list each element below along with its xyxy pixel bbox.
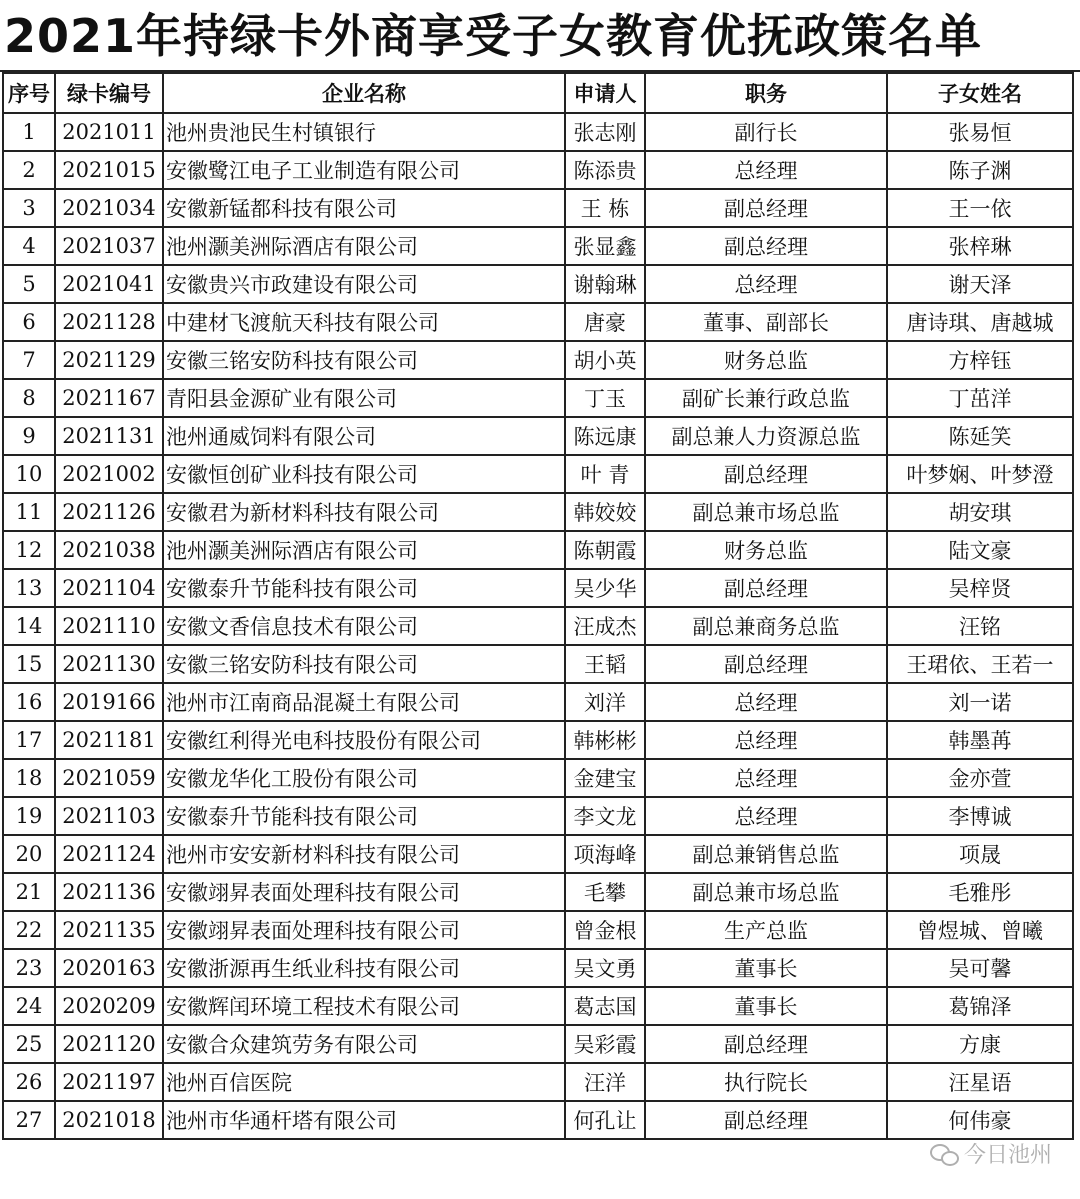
table-row <box>3 1063 1073 1101</box>
cell-position: 总经理 <box>645 797 887 835</box>
cell-position: 副总兼市场总监 <box>645 493 887 531</box>
cell-position: 副矿长兼行政总监 <box>645 379 887 417</box>
cell-children: 王珺依、王若一 <box>887 645 1073 683</box>
cell-card-number: 2021126 <box>55 493 163 531</box>
cell-index: 3 <box>3 189 55 227</box>
cell-position: 副总兼销售总监 <box>645 835 887 873</box>
cell-position: 财务总监 <box>645 341 887 379</box>
cell-position: 财务总监 <box>645 531 887 569</box>
cell-children: 陆文豪 <box>887 531 1073 569</box>
cell-applicant: 李文龙 <box>565 797 645 835</box>
cell-index: 7 <box>3 341 55 379</box>
cell-card-number: 2021129 <box>55 341 163 379</box>
cell-company: 安徽泰升节能科技有限公司 <box>163 569 565 607</box>
cell-company: 青阳县金源矿业有限公司 <box>163 379 565 417</box>
table-row <box>3 341 1073 379</box>
cell-children: 毛雅彤 <box>887 873 1073 911</box>
cell-index: 4 <box>3 227 55 265</box>
cell-children: 王一依 <box>887 189 1073 227</box>
cell-children: 何伟豪 <box>887 1101 1073 1139</box>
cell-children: 谢天泽 <box>887 265 1073 303</box>
cell-index: 20 <box>3 835 55 873</box>
cell-position: 总经理 <box>645 721 887 759</box>
cell-index: 13 <box>3 569 55 607</box>
table-row <box>3 683 1073 721</box>
cell-position: 副总经理 <box>645 645 887 683</box>
cell-company: 安徽新锰都科技有限公司 <box>163 189 565 227</box>
table-row <box>3 873 1073 911</box>
table-row <box>3 113 1073 151</box>
cell-children: 方梓钰 <box>887 341 1073 379</box>
cell-children: 金亦萱 <box>887 759 1073 797</box>
cell-position: 副总经理 <box>645 189 887 227</box>
cell-card-number: 2021136 <box>55 873 163 911</box>
cell-index: 16 <box>3 683 55 721</box>
table-row <box>3 493 1073 531</box>
cell-company: 安徽翊昇表面处理科技有限公司 <box>163 911 565 949</box>
cell-applicant: 叶 青 <box>565 455 645 493</box>
cell-card-number: 2021130 <box>55 645 163 683</box>
cell-company: 中建材飞渡航天科技有限公司 <box>163 303 565 341</box>
cell-applicant: 张显鑫 <box>565 227 645 265</box>
cell-company: 安徽君为新材料科技有限公司 <box>163 493 565 531</box>
cell-index: 23 <box>3 949 55 987</box>
cell-position: 总经理 <box>645 683 887 721</box>
table-row <box>3 227 1073 265</box>
table-row <box>3 151 1073 189</box>
cell-company: 安徽贵兴市政建设有限公司 <box>163 265 565 303</box>
cell-company: 安徽鹭江电子工业制造有限公司 <box>163 151 565 189</box>
cell-applicant: 吴彩霞 <box>565 1025 645 1063</box>
cell-index: 11 <box>3 493 55 531</box>
col-header-applicant: 申请人 <box>565 73 645 113</box>
cell-children: 韩墨苒 <box>887 721 1073 759</box>
cell-position: 执行院长 <box>645 1063 887 1101</box>
cell-children: 陈延笑 <box>887 417 1073 455</box>
col-header-position: 职务 <box>645 73 887 113</box>
col-header-index: 序号 <box>3 73 55 113</box>
table-row <box>3 417 1073 455</box>
cell-applicant: 王韬 <box>565 645 645 683</box>
cell-card-number: 2021015 <box>55 151 163 189</box>
cell-index: 26 <box>3 1063 55 1101</box>
cell-card-number: 2021135 <box>55 911 163 949</box>
cell-position: 副总经理 <box>645 569 887 607</box>
table-row <box>3 721 1073 759</box>
cell-card-number: 2021197 <box>55 1063 163 1101</box>
cell-index: 9 <box>3 417 55 455</box>
cell-position: 总经理 <box>645 265 887 303</box>
cell-company: 安徽红利得光电科技股份有限公司 <box>163 721 565 759</box>
chat-bubbles-icon <box>930 1142 958 1166</box>
cell-company: 池州市华通杆塔有限公司 <box>163 1101 565 1139</box>
cell-company: 安徽辉闰环境工程技术有限公司 <box>163 987 565 1025</box>
cell-applicant: 陈远康 <box>565 417 645 455</box>
cell-index: 18 <box>3 759 55 797</box>
cell-index: 24 <box>3 987 55 1025</box>
table-row <box>3 1101 1073 1139</box>
cell-position: 副总经理 <box>645 455 887 493</box>
table-row <box>3 607 1073 645</box>
cell-company: 池州贵池民生村镇银行 <box>163 113 565 151</box>
cell-index: 25 <box>3 1025 55 1063</box>
cell-position: 副总经理 <box>645 1025 887 1063</box>
table-row <box>3 531 1073 569</box>
cell-company: 安徽浙源再生纸业科技有限公司 <box>163 949 565 987</box>
table-body <box>3 113 1073 1139</box>
cell-position: 副总兼商务总监 <box>645 607 887 645</box>
cell-index: 15 <box>3 645 55 683</box>
cell-position: 副总经理 <box>645 227 887 265</box>
cell-position: 副总兼市场总监 <box>645 873 887 911</box>
cell-position: 副总兼人力资源总监 <box>645 417 887 455</box>
cell-index: 19 <box>3 797 55 835</box>
cell-card-number: 2019166 <box>55 683 163 721</box>
cell-position: 副总经理 <box>645 1101 887 1139</box>
col-header-card-number: 绿卡编号 <box>55 73 163 113</box>
cell-position: 生产总监 <box>645 911 887 949</box>
table-row <box>3 569 1073 607</box>
cell-company: 池州灏美洲际酒店有限公司 <box>163 227 565 265</box>
cell-card-number: 2021103 <box>55 797 163 835</box>
table-row <box>3 265 1073 303</box>
cell-children: 丁茁洋 <box>887 379 1073 417</box>
cell-company: 安徽三铭安防科技有限公司 <box>163 645 565 683</box>
cell-position: 总经理 <box>645 759 887 797</box>
cell-company: 安徽文香信息技术有限公司 <box>163 607 565 645</box>
cell-children: 葛锦泽 <box>887 987 1073 1025</box>
cell-applicant: 张志刚 <box>565 113 645 151</box>
cell-card-number: 2021037 <box>55 227 163 265</box>
cell-index: 6 <box>3 303 55 341</box>
cell-children: 胡安琪 <box>887 493 1073 531</box>
cell-children: 叶梦娴、叶梦澄 <box>887 455 1073 493</box>
cell-position: 副行长 <box>645 113 887 151</box>
cell-index: 2 <box>3 151 55 189</box>
cell-card-number: 2021011 <box>55 113 163 151</box>
cell-index: 8 <box>3 379 55 417</box>
cell-card-number: 2021059 <box>55 759 163 797</box>
cell-card-number: 2021018 <box>55 1101 163 1139</box>
cell-children: 汪铭 <box>887 607 1073 645</box>
cell-company: 安徽翊昇表面处理科技有限公司 <box>163 873 565 911</box>
cell-card-number: 2020163 <box>55 949 163 987</box>
cell-position: 董事长 <box>645 949 887 987</box>
watermark-text: 今日池州 <box>963 1143 1052 1168</box>
table-row <box>3 797 1073 835</box>
table-row <box>3 379 1073 417</box>
table-row <box>3 1025 1073 1063</box>
table-row <box>3 645 1073 683</box>
cell-applicant: 胡小英 <box>565 341 645 379</box>
cell-card-number: 2021124 <box>55 835 163 873</box>
cell-index: 10 <box>3 455 55 493</box>
cell-company: 安徽合众建筑劳务有限公司 <box>163 1025 565 1063</box>
table-row <box>3 455 1073 493</box>
cell-applicant: 汪洋 <box>565 1063 645 1101</box>
cell-company: 池州通威饲料有限公司 <box>163 417 565 455</box>
table-row <box>3 303 1073 341</box>
cell-applicant: 毛攀 <box>565 873 645 911</box>
cell-applicant: 吴少华 <box>565 569 645 607</box>
cell-card-number: 2021128 <box>55 303 163 341</box>
cell-applicant: 陈朝霞 <box>565 531 645 569</box>
cell-index: 27 <box>3 1101 55 1139</box>
cell-card-number: 2021120 <box>55 1025 163 1063</box>
cell-children: 刘一诺 <box>887 683 1073 721</box>
cell-applicant: 吴文勇 <box>565 949 645 987</box>
cell-children: 吴可馨 <box>887 949 1073 987</box>
table-row <box>3 759 1073 797</box>
cell-company: 池州灏美洲际酒店有限公司 <box>163 531 565 569</box>
cell-company: 池州市江南商品混凝土有限公司 <box>163 683 565 721</box>
roster-table <box>2 72 1074 1140</box>
cell-applicant: 韩姣姣 <box>565 493 645 531</box>
cell-index: 14 <box>3 607 55 645</box>
cell-applicant: 曾金根 <box>565 911 645 949</box>
cell-applicant: 葛志国 <box>565 987 645 1025</box>
cell-applicant: 王 栋 <box>565 189 645 227</box>
cell-company: 安徽泰升节能科技有限公司 <box>163 797 565 835</box>
cell-children: 项晟 <box>887 835 1073 873</box>
cell-index: 22 <box>3 911 55 949</box>
table-row <box>3 189 1073 227</box>
cell-index: 1 <box>3 113 55 151</box>
cell-children: 张梓琳 <box>887 227 1073 265</box>
cell-children: 唐诗琪、唐越城 <box>887 303 1073 341</box>
cell-index: 21 <box>3 873 55 911</box>
table-row <box>3 835 1073 873</box>
col-header-children: 子女姓名 <box>887 73 1073 113</box>
cell-children: 张易恒 <box>887 113 1073 151</box>
cell-card-number: 2021104 <box>55 569 163 607</box>
cell-applicant: 金建宝 <box>565 759 645 797</box>
cell-children: 吴梓贤 <box>887 569 1073 607</box>
cell-position: 董事长 <box>645 987 887 1025</box>
cell-position: 董事、副部长 <box>645 303 887 341</box>
cell-card-number: 2021041 <box>55 265 163 303</box>
watermark <box>930 1138 1052 1169</box>
col-header-company: 企业名称 <box>163 73 565 113</box>
cell-index: 5 <box>3 265 55 303</box>
cell-company: 安徽三铭安防科技有限公司 <box>163 341 565 379</box>
cell-position: 总经理 <box>645 151 887 189</box>
cell-applicant: 陈添贵 <box>565 151 645 189</box>
cell-company: 安徽恒创矿业科技有限公司 <box>163 455 565 493</box>
cell-children: 李博诚 <box>887 797 1073 835</box>
cell-children: 汪星语 <box>887 1063 1073 1101</box>
cell-children: 陈子渊 <box>887 151 1073 189</box>
cell-company: 池州百信医院 <box>163 1063 565 1101</box>
cell-card-number: 2021181 <box>55 721 163 759</box>
table-header-row <box>3 73 1073 113</box>
cell-card-number: 2021002 <box>55 455 163 493</box>
cell-applicant: 谢翰琳 <box>565 265 645 303</box>
cell-applicant: 刘洋 <box>565 683 645 721</box>
cell-company: 安徽龙华化工股份有限公司 <box>163 759 565 797</box>
cell-index: 12 <box>3 531 55 569</box>
cell-applicant: 丁玉 <box>565 379 645 417</box>
cell-applicant: 唐豪 <box>565 303 645 341</box>
cell-index: 17 <box>3 721 55 759</box>
cell-applicant: 汪成杰 <box>565 607 645 645</box>
cell-card-number: 2021038 <box>55 531 163 569</box>
table-row <box>3 911 1073 949</box>
cell-applicant: 韩彬彬 <box>565 721 645 759</box>
table-row <box>3 987 1073 1025</box>
cell-children: 曾煜城、曾曦 <box>887 911 1073 949</box>
cell-card-number: 2021167 <box>55 379 163 417</box>
cell-card-number: 2021034 <box>55 189 163 227</box>
cell-card-number: 2020209 <box>55 987 163 1025</box>
cell-company: 池州市安安新材料科技有限公司 <box>163 835 565 873</box>
page-title: 2021年持绿卡外商享受子女教育优抚政策名单 <box>0 0 1080 72</box>
cell-children: 方康 <box>887 1025 1073 1063</box>
cell-card-number: 2021131 <box>55 417 163 455</box>
table-row <box>3 949 1073 987</box>
cell-card-number: 2021110 <box>55 607 163 645</box>
cell-applicant: 何孔让 <box>565 1101 645 1139</box>
cell-applicant: 项海峰 <box>565 835 645 873</box>
